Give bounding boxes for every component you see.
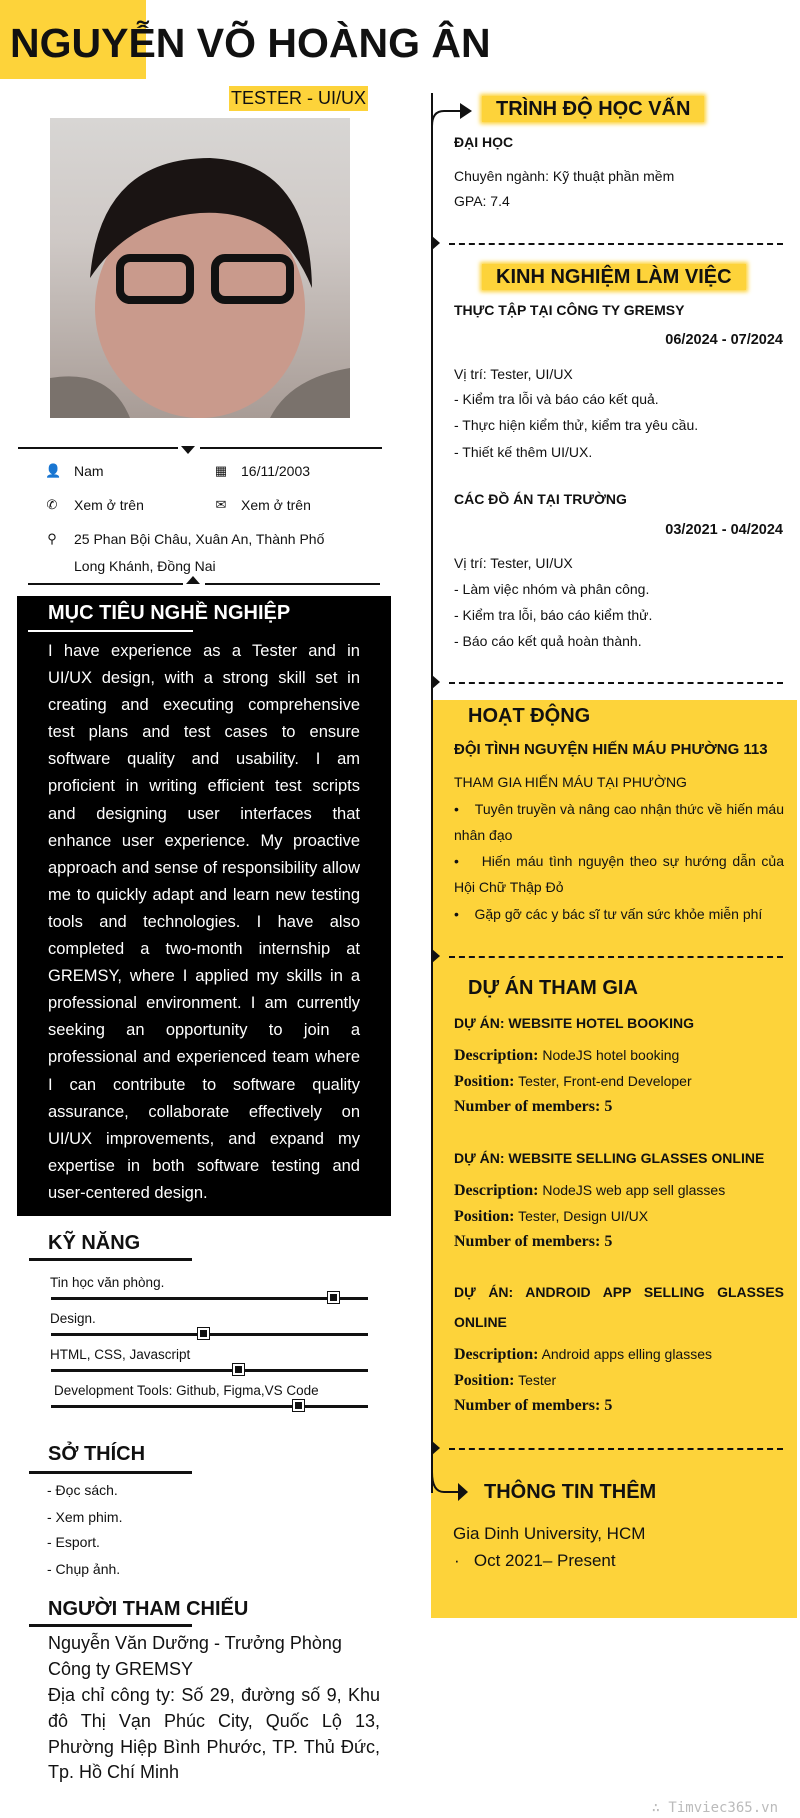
activity-bullet bbox=[454, 901, 784, 927]
skill-level-bar bbox=[51, 1405, 368, 1408]
project-members: Number of members: 5 bbox=[454, 1233, 613, 1250]
job-line: - Làm việc nhóm và phân công. bbox=[454, 581, 650, 597]
objective-text: I have experience as a Tester and in UI/UX design, with a strong skill set in creating and executing comprehensive test plans and test cases to ensure software quality and usability. I am proficient in writing efficient test scripts and designing user interfaces that enhance user experience. My proactive approach and sense of responsibility allow me to quickly adapt and learn new testing tools and technologies. I have also completed a two-month internship at GREMSY, where I applied my skills in a professional environment. I am currently seeking an opportunity to join a professional and experienced team where I can contribute to software quality assurance, collaborate effectively on UI/UX improvements, and expand my expertise in both software testing and user-centered design. bbox=[48, 642, 360, 1202]
triangle-down-icon bbox=[181, 446, 195, 454]
dashed-divider bbox=[449, 1448, 783, 1450]
job-title: CÁC ĐỒ ÁN TẠI TRƯỜNG bbox=[454, 491, 627, 507]
timeline-marker bbox=[432, 1441, 440, 1455]
hobby-item: - Chụp ảnh. bbox=[47, 1561, 121, 1577]
hobbies-title: SỞ THÍCH bbox=[48, 1443, 146, 1465]
reference-title: NGƯỜI THAM CHIẾU bbox=[48, 1598, 249, 1620]
job-line: - Thiết kế thêm UI/UX. bbox=[454, 444, 593, 460]
divider bbox=[18, 447, 178, 449]
project-desc bbox=[454, 1180, 725, 1201]
bullet-text: Gặp gỡ các y bác sĩ tư vấn sức khỏe miễn phí bbox=[474, 906, 763, 922]
job-date: 03/2021 - 04/2024 bbox=[665, 522, 783, 538]
skill-level-knob bbox=[198, 1328, 209, 1339]
arrow-right-icon bbox=[430, 1470, 470, 1504]
activity-bullet bbox=[454, 796, 784, 848]
job-line: - Kiểm tra lỗi và báo cáo kết quả. bbox=[454, 391, 659, 407]
field-label: Position: bbox=[454, 1073, 515, 1090]
title-underline bbox=[29, 1471, 192, 1474]
field-value: Android apps elling glasses bbox=[541, 1346, 713, 1362]
education-gpa: GPA: 7.4 bbox=[454, 193, 510, 209]
skill-level-bar bbox=[51, 1333, 368, 1336]
activity-bullet bbox=[454, 848, 784, 900]
job-line: - Kiểm tra lỗi, báo cáo kiểm thử. bbox=[454, 607, 653, 623]
hobby-item: - Xem phim. bbox=[47, 1509, 123, 1525]
title-underline bbox=[28, 630, 193, 632]
field-label: Position: bbox=[454, 1372, 515, 1389]
timeline-marker bbox=[432, 949, 440, 963]
job-title: TESTER - UI/UX bbox=[229, 86, 368, 111]
hobby-item: - Esport. bbox=[47, 1534, 100, 1550]
project-desc bbox=[454, 1344, 712, 1365]
email: Xem ở trên bbox=[241, 497, 311, 513]
address-line2: Long Khánh, Đồng Nai bbox=[74, 558, 216, 574]
skill-level-bar bbox=[51, 1369, 368, 1372]
location-icon: ⚲ bbox=[47, 531, 57, 546]
reference-name: Nguyễn Văn Dưỡng - Trưởng Phòng bbox=[48, 1633, 342, 1653]
timeline-marker bbox=[432, 236, 440, 250]
activity-subtitle: THAM GIA HIẾN MÁU TẠI PHƯỜNG bbox=[454, 774, 687, 790]
skill-label: Tin học văn phòng. bbox=[50, 1275, 165, 1290]
project-members: Number of members: 5 bbox=[454, 1397, 613, 1414]
field-value: NodeJS web app sell glasses bbox=[542, 1182, 726, 1198]
hobby-item: - Đọc sách. bbox=[47, 1482, 118, 1498]
watermark: ∴ Timviec365.vn bbox=[651, 1800, 778, 1816]
skill-level-knob bbox=[233, 1364, 244, 1375]
field-value: NodeJS hotel booking bbox=[542, 1047, 680, 1063]
experience-title: KINH NGHIỆM LÀM VIỆC bbox=[482, 264, 746, 290]
projects-title: DỰ ÁN THAM GIA bbox=[468, 977, 638, 999]
dashed-divider bbox=[449, 682, 783, 684]
project-members: Number of members: 5 bbox=[454, 1098, 613, 1115]
extra-title: THÔNG TIN THÊM bbox=[484, 1481, 657, 1503]
skills-title: KỸ NĂNG bbox=[48, 1232, 141, 1254]
bullet-icon: · bbox=[454, 1551, 474, 1570]
field-value: Tester, Design UI/UX bbox=[518, 1208, 649, 1224]
skill-label: HTML, CSS, Javascript bbox=[50, 1347, 191, 1362]
activities-title: HOẠT ĐỘNG bbox=[468, 705, 591, 727]
reference-address: Địa chỉ công ty: Số 29, đường số 9, Khu đô Thị Vạn Phúc City, Quốc Lộ 13, Phường Hiệp Bình Phước, TP. Thủ Đức, Tp. Hồ Chí Minh bbox=[48, 1685, 380, 1783]
reference-company: Công ty GREMSY bbox=[48, 1659, 194, 1679]
arrow-right-icon bbox=[430, 96, 474, 128]
extra-line1: Gia Dinh University, HCM bbox=[453, 1524, 646, 1543]
triangle-up-icon bbox=[186, 576, 200, 584]
title-underline bbox=[29, 1258, 192, 1261]
field-label: Description: bbox=[454, 1182, 539, 1199]
education-major: Chuyên ngành: Kỹ thuật phần mềm bbox=[454, 168, 675, 184]
project-position bbox=[454, 1370, 556, 1391]
gender: Nam bbox=[74, 463, 104, 479]
candidate-name: NGUYỄN VÕ HOÀNG ÂN bbox=[10, 20, 491, 66]
job-line: Vị trí: Tester, UI/UX bbox=[454, 366, 573, 382]
activity-org: ĐỘI TÌNH NGUYỆN HIẾN MÁU PHƯỜNG 113 bbox=[454, 741, 768, 758]
dashed-divider bbox=[449, 956, 783, 958]
education-title: TRÌNH ĐỘ HỌC VẤN bbox=[482, 96, 704, 122]
project-desc bbox=[454, 1045, 679, 1066]
job-line: Vị trí: Tester, UI/UX bbox=[454, 555, 573, 571]
email-icon: ✉ bbox=[215, 497, 227, 512]
field-value: Tester bbox=[518, 1372, 557, 1388]
divider bbox=[205, 583, 380, 585]
profile-photo bbox=[50, 118, 350, 418]
job-title: THỰC TẬP TẠI CÔNG TY GREMSY bbox=[454, 302, 685, 318]
field-value: Tester, Front-end Developer bbox=[518, 1073, 692, 1089]
project-position bbox=[454, 1206, 648, 1227]
skill-level-bar bbox=[51, 1297, 368, 1300]
bullet-icon: • bbox=[454, 906, 475, 922]
project-title: DỰ ÁN: WEBSITE HOTEL BOOKING bbox=[454, 1015, 695, 1031]
education-level: ĐẠI HỌC bbox=[454, 134, 514, 150]
dashed-divider bbox=[449, 243, 783, 245]
project-title: DỰ ÁN: ANDROID APP SELLING GLASSES ONLINE bbox=[454, 1284, 784, 1330]
skill-label: Design. bbox=[50, 1311, 96, 1326]
user-icon: 👤 bbox=[45, 463, 62, 478]
timeline-marker bbox=[432, 675, 440, 689]
project-title: DỰ ÁN: WEBSITE SELLING GLASSES ONLINE bbox=[454, 1150, 765, 1166]
field-label: Position: bbox=[454, 1208, 515, 1225]
bullet-text: Hiến máu tình nguyện theo sự hướng dẫn của Hội Chữ Thập Đỏ bbox=[454, 853, 785, 895]
divider bbox=[28, 583, 183, 585]
job-line: - Báo cáo kết quả hoàn thành. bbox=[454, 633, 642, 649]
title-underline bbox=[29, 1624, 192, 1627]
bullet-text: Tuyên truyền và nâng cao nhận thức về hiến máu nhân đạo bbox=[454, 801, 784, 843]
bullet-icon: • bbox=[454, 801, 475, 817]
bullet-icon: • bbox=[454, 853, 482, 869]
divider bbox=[200, 447, 382, 449]
objective-title: MỤC TIÊU NGHỀ NGHIỆP bbox=[48, 602, 291, 624]
address-line1: 25 Phan Bội Châu, Xuân An, Thành Phố bbox=[74, 531, 325, 547]
job-date: 06/2024 - 07/2024 bbox=[665, 332, 783, 348]
job-line: - Thực hiện kiểm thử, kiểm tra yêu cầu. bbox=[454, 417, 699, 433]
phone-icon: ✆ bbox=[46, 497, 58, 512]
phone: Xem ở trên bbox=[74, 497, 144, 513]
field-label: Description: bbox=[454, 1047, 539, 1064]
birth-date: 16/11/2003 bbox=[241, 463, 311, 479]
extra-line2-text: Oct 2021– Present bbox=[473, 1551, 616, 1570]
field-label: Description: bbox=[454, 1346, 539, 1363]
skill-level-knob bbox=[293, 1400, 304, 1411]
timeline-line bbox=[431, 93, 433, 1493]
calendar-icon: ▦ bbox=[214, 463, 228, 478]
extra-line2 bbox=[454, 1550, 616, 1572]
project-position bbox=[454, 1071, 692, 1092]
skill-label: Development Tools: Github, Figma,VS Code bbox=[54, 1383, 319, 1398]
skill-level-knob bbox=[328, 1292, 339, 1303]
